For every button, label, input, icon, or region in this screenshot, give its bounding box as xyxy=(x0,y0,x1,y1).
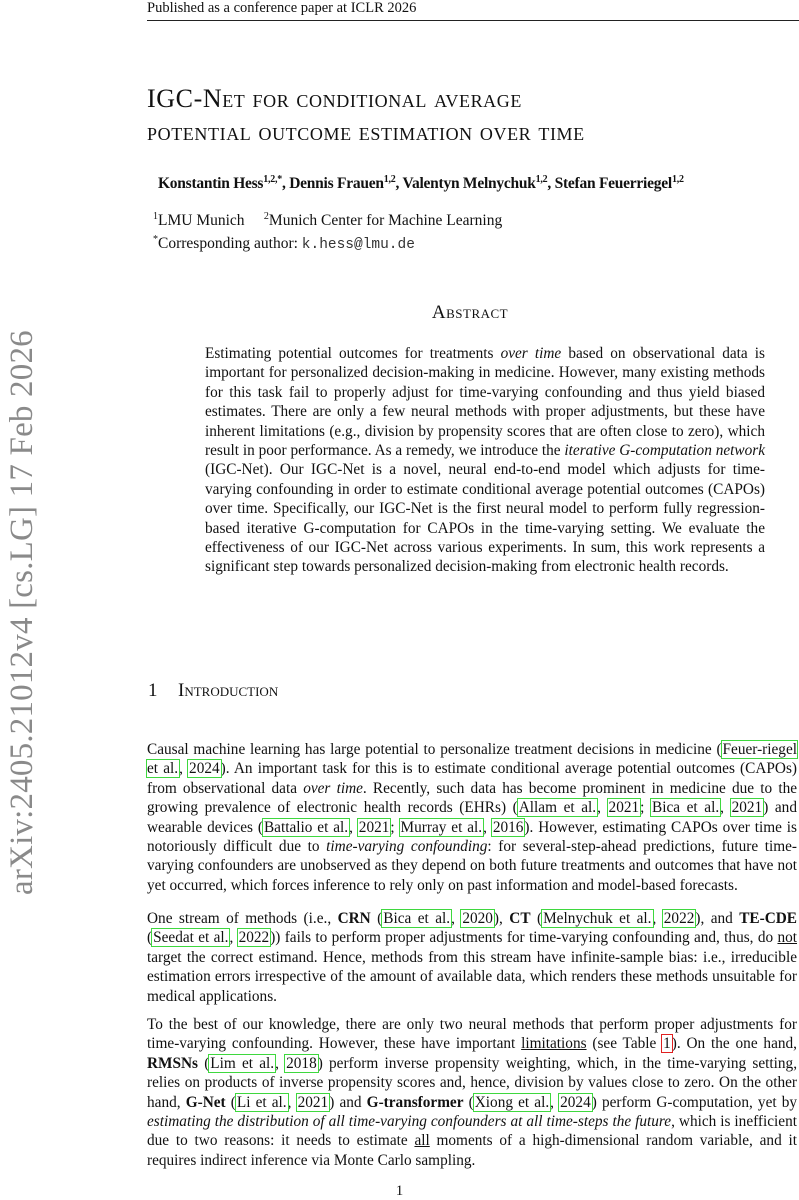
method-name: CT xyxy=(509,910,531,927)
method-name: G-transformer xyxy=(366,1093,464,1111)
author-affil-mark: 1,2,* xyxy=(263,174,282,185)
citation-link[interactable]: Feuer-riegel et al. xyxy=(147,741,797,778)
intro-paragraph-3: To the best of our knowledge, there are only two neural methods that perform proper adjustments for time-varying confounding. However, these have important limitations (see Table 1). On the one hand, RMSNs (Lim et al., 2018) perform inverse propensity weighting, which, in the time-varying setting, relies on products of inverse propensity scores and, hence, division by values close to zero. On the other hand, G-Net (Li et al., 2021) and G-transformer (Xiong et al., 2024) perform G-computation, yet by estimating the distribution of all time-varying confounders at all time-steps the future, which is inefficient due to two reasons: it needs to estimate all moments of a high-dimensional random variable, and it requires indirect inference via Monte Carlo sampling. xyxy=(147,1016,798,1169)
emphasis: time-varying confounding xyxy=(326,838,488,856)
abstract-heading: Abstract xyxy=(431,302,509,323)
underlined-text: all xyxy=(414,1132,430,1150)
citation-link[interactable]: Bica et al. xyxy=(383,910,451,927)
citation-link[interactable]: Murray et al. xyxy=(400,818,483,836)
citation-link[interactable]: Li et al. xyxy=(236,1093,287,1111)
corr-email[interactable]: k.hess@lmu.de xyxy=(301,237,415,254)
corresponding-author xyxy=(153,234,415,253)
running-title: Published as a conference paper at ICLR 2026 xyxy=(147,0,417,16)
citation-year-link[interactable]: 2021 xyxy=(358,818,390,836)
text: (IGC-Net). Our IGC-Net is a novel, neural end-to-end model which adjusts for time-varying confounding in order to estimate conditional average potential outcomes (CAPOs) over time. Specifically, our IGC-Net is the first neural model to perform fully regression-based iterative G-computation for CAPOs in the time-varying setting. We evaluate the effectiveness of our IGC-Net across various experiments. In sum, this work represents a significant step towards personalized decision-making from electronic health records. xyxy=(205,461,765,576)
affiliation: Munich Center for Machine Learning xyxy=(268,212,503,230)
author-name: Konstantin Hess xyxy=(158,175,264,193)
affil-mark: 2 xyxy=(263,211,269,222)
citation-year-link[interactable]: 2022 xyxy=(238,929,270,947)
title-line-2: potential outcome estimation over time xyxy=(147,117,585,146)
abstract-text xyxy=(205,344,765,577)
text: perform G-computation, yet by xyxy=(596,1093,798,1111)
text: )) fails to perform proper adjustments for time-varying confounding and, thus, do xyxy=(270,929,778,947)
text: One stream of methods (i.e., xyxy=(147,910,338,927)
running-header xyxy=(147,0,799,21)
citation-year-link[interactable]: 2021 xyxy=(297,1093,329,1111)
corr-label: Corresponding author: xyxy=(158,235,298,253)
citation-year-link[interactable]: 2018 xyxy=(286,1054,317,1072)
intro-paragraph-2: One stream of methods (i.e., CRN (Bica et al., 2020), CT (Melnychuk et al., 2022), and TE-CDE (Seedat et al., 2022)) fails to perform proper adjustments for time-varying confounding and, thus, do not target the correct estimand. Hence, methods from this stream have infinite-sample bias: i.e., irreducible estimation errors irrespective of the amount of available data, which renders these methods unsuitable for medical applications. xyxy=(147,910,798,1005)
text: ) and wearable devices ( xyxy=(147,799,797,836)
author-affil-mark: 1,2 xyxy=(383,174,396,185)
text: . Recently, such data has become prominent in medicine due to the growing prevalence of electronic health records (EHRs) ( xyxy=(147,779,798,817)
author-affil-mark: 1,2 xyxy=(535,174,548,185)
method-name: G-Net xyxy=(185,1093,226,1111)
text: target the correct estimand. Hence, methods from this stream have infinite-sample bias: i.e., irreducible estimation errors irrespective of the amount of available data, which renders these methods unsuitable for medical applications. xyxy=(147,948,797,1005)
table-ref-link[interactable]: 1 xyxy=(663,1035,671,1053)
citation-year-link[interactable]: 2022 xyxy=(663,910,695,927)
text: (see Table xyxy=(586,1035,663,1053)
emphasis: estimating the distribution of all time-varying confounders at all time-steps the future xyxy=(147,1113,672,1131)
citation-year-link[interactable]: 2016 xyxy=(492,818,524,836)
citation-link[interactable]: Battalio et al. xyxy=(263,818,349,836)
affiliations xyxy=(153,211,502,230)
title-line-1: IGC-Net for conditional average xyxy=(147,84,522,113)
text: ). An important task for this is to estimate conditional average potential outcomes (CAPOs) from observational data xyxy=(147,760,797,797)
emphasis: over time xyxy=(500,345,562,362)
text: To the best of our knowledge, there are only two neural methods that perform proper adjustments for time-varying confounding. However, these have important xyxy=(147,1016,797,1053)
page-number: 1 xyxy=(395,1183,404,1199)
author-list: Konstantin Hess$^{1,2,*}$, Dennis Frauen$^{1,2}$, Valentyn Melnychuk$^{1,2}$, Stefan Feuerriegel$^{1,2}$ xyxy=(158,174,684,193)
text: ). On the one hand, xyxy=(671,1035,797,1053)
paper-title xyxy=(147,82,787,148)
text: : for several-step-ahead predictions, future time-varying confounders are unobserved as they depend on both future treatments and outcomes that have not yet occurred, which forces inference to rely only on past information and model-based forecasts. xyxy=(147,838,798,894)
arxiv-stamp[interactable]: arXiv:2405.21012v4 [cs.LG] 17 Feb 2026 xyxy=(4,330,40,895)
author-name: Dennis Frauen xyxy=(289,175,384,193)
text: moments of a high-dimensional random variable, and it requires indirect inference via Monte Carlo sampling. xyxy=(147,1132,797,1169)
section-heading xyxy=(148,680,278,702)
author-name: Stefan Feuerriegel xyxy=(554,175,672,193)
intro-paragraph-1: Causal machine learning has large potential to personalize treatment decisions in medicine (Feuer-riegel et al., 2024). An important task for this is to estimate conditional average potential outcomes (CAPOs) from observational data over time. Recently, such data has become prominent in medicine due to the growing prevalence of electronic health records (EHRs) (Allam et al., 2021; Bica et al., 2021) and wearable devices (Battalio et al., 2021; Murray et al., 2016). However, estimating CAPOs over time is notoriously difficult due to time-varying confounding: for several-step-ahead predictions, future time-varying confounders are unobserved as they depend on both future treatments and outcomes that have not yet occurred, which forces inference to rely only on past information and model-based forecasts. xyxy=(147,741,798,894)
emphasis: iterative G-computation network xyxy=(564,442,765,460)
author-affil-mark: 1,2 xyxy=(671,174,684,185)
citation-year-link[interactable]: 2024 xyxy=(560,1093,591,1111)
text: Estimating potential outcomes for treatments xyxy=(205,345,501,362)
text: based on observational data is important for personalized decision-making in medicine. However, many existing methods for this task fail to properly adjust for time-varying confounding and thus yield biased estimates. There are only a few neural methods with proper adjustments, but these have inherent limitations (e.g., division by propensity scores that are often close to zero), which result in poor performance. As a remedy, we introduce the xyxy=(205,345,765,460)
citation-link[interactable]: Allam et al. xyxy=(518,799,597,817)
citation-year-link[interactable]: 2021 xyxy=(608,799,640,817)
method-name: RMSNs xyxy=(147,1054,198,1072)
underlined-text: not xyxy=(777,929,798,947)
method-name: CRN xyxy=(337,910,371,927)
method-name: TE-CDE xyxy=(739,910,798,927)
emphasis: over time xyxy=(303,779,363,797)
text: ), and xyxy=(695,910,740,927)
citation-link[interactable]: Lim et al. xyxy=(210,1054,275,1072)
citation-year-link[interactable]: 2021 xyxy=(731,799,763,817)
text: perform inverse propensity weighting, which, in the time-varying setting, relies on products of inverse propensity scores and, hence, division by values close to zero. On the other hand, xyxy=(147,1054,798,1111)
text: ). However, estimating CAPOs over time is notoriously difficult due to xyxy=(147,818,797,856)
citation-year-link[interactable]: 2024 xyxy=(189,760,220,778)
text: and xyxy=(334,1093,367,1111)
corr-mark: * xyxy=(153,234,158,245)
citation-link[interactable]: Melnychuk et al. xyxy=(543,910,652,927)
citation-link[interactable]: Bica et al. xyxy=(652,799,720,817)
affil-mark: 1 xyxy=(153,211,158,222)
citation-year-link[interactable]: 2020 xyxy=(462,910,493,927)
section-number: 1 xyxy=(148,680,158,701)
underlined-text: limitations xyxy=(521,1035,587,1053)
citation-link[interactable]: Seedat et al. xyxy=(153,929,229,947)
text: , which is inefficient due to two reasons: it needs to estimate xyxy=(147,1113,797,1150)
citation-link[interactable]: Xiong et al. xyxy=(474,1093,550,1111)
affiliation: LMU Munich xyxy=(158,212,245,230)
section-title: Introduction xyxy=(178,680,279,701)
author-name: Valentyn Melnychuk xyxy=(402,175,536,193)
text: Causal machine learning has large potential to personalize treatment decisions in medicine ( xyxy=(147,741,722,758)
